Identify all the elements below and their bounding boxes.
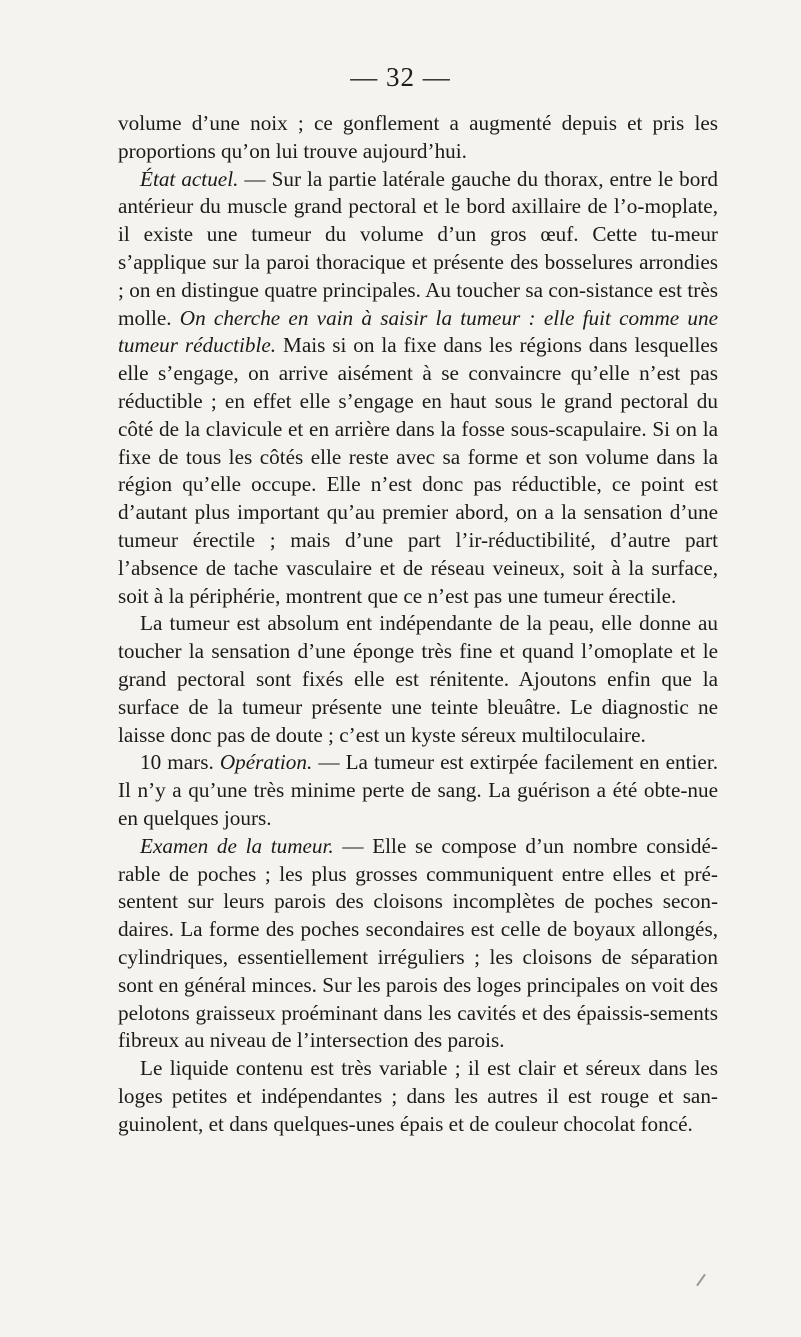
text-segment: — Sur la partie latérale gauche du thorax, entre le bord antérieur du muscle grand pectoral et le bord axillaire de l’o-moplate, il existe une tumeur du volume d’un gros œuf. Cette tu-meur s’applique sur la paroi thoracique et présente des bosselures arrondies ; on en distingue quatre principales. Au toucher sa con-sistance est très molle. [118, 166, 718, 330]
section-heading-etat-actuel: État actuel. [140, 166, 239, 191]
section-heading-operation: Opération. [219, 750, 313, 775]
paragraph-operation [118, 749, 718, 832]
paragraph-tumeur [118, 610, 718, 749]
text-segment: — La tumeur est extirpée facilement en entier. Il n’y a qu’une très minime perte de sang. La guérison a été obte-nue en quelques jours. [118, 750, 718, 830]
text-segment: La tumeur est absolum ent indépendante de la peau, elle donne au toucher la sensation d’une éponge très fine et quand l’omoplate et le grand pectoral sont fixés elle est rénitente. Ajoutons enfin que la surface de la tumeur présente une teinte bleuâtre. Le diagnostic ne laisse donc pas de doute ; c’est un kyste séreux multiloculaire. [118, 611, 718, 747]
text-segment: 10 mars. [140, 750, 220, 775]
section-heading-examen: Examen de la tumeur. [140, 833, 334, 858]
body-text [118, 110, 718, 1138]
paragraph-examen [118, 833, 718, 1055]
text-segment: Le liquide contenu est très variable ; il est clair et séreux dans les loges petites et indépendantes ; dans les autres il est rouge et san-guinolent, et dans quelques-unes épais et de couleur chocolat foncé. [118, 1056, 718, 1136]
italic-phrase: On cherche en vain à saisir la tumeur : elle fuit comme une tumeur réductible. [118, 305, 718, 358]
paragraph-1 [118, 110, 718, 166]
paragraph-etat-actuel [118, 166, 718, 611]
text-segment: volume d’une noix ; ce gonflement a augmenté depuis et pris les proportions qu’on lui trouve aujourd’hui. [118, 111, 718, 163]
text-segment: Mais si on la fixe dans les régions dans lesquelles elle s’engage, on arrive aisément à se convaincre qu’elle n’est pas réductible ; en effet elle s’engage en haut sous le grand pectoral du côté de la clavicule et en arrière dans la fosse sous-scapulaire. Si on la fixe de tous les côtés elle reste avec sa forme et son volume dans la région qu’elle occupe. Elle n’est donc pas réductible, ce point est d’autant plus important qu’au premier abord, on a la sensation d’une tumeur érectile ; mais d’une part l’ir-réductibilité, d’autre part l’absence de tache vasculaire et de réseau veineux, soit à la surface, soit à la périphérie, montrent que ce n’est pas une tumeur érectile. [118, 333, 718, 608]
text-segment: — Elle se compose d’un nombre considé-rable de poches ; les plus grosses communiquent entre elles et pré-sentent sur leurs parois des cloisons incomplètes de poches secon-daires. La forme des poches secondaires est celle de boyaux allongés, cylindriques, essentiellement irréguliers ; les cloisons de séparation sont en général minces. Sur les parois des loges principales on voit des pelotons graisseux proéminant dans les cavités et des épaissis-sements fibreux au niveau de l’intersection des parois. [118, 833, 718, 1053]
pencil-mark [696, 1274, 706, 1287]
paragraph-liquide [118, 1055, 718, 1138]
page-number: — 32 — [350, 62, 451, 92]
